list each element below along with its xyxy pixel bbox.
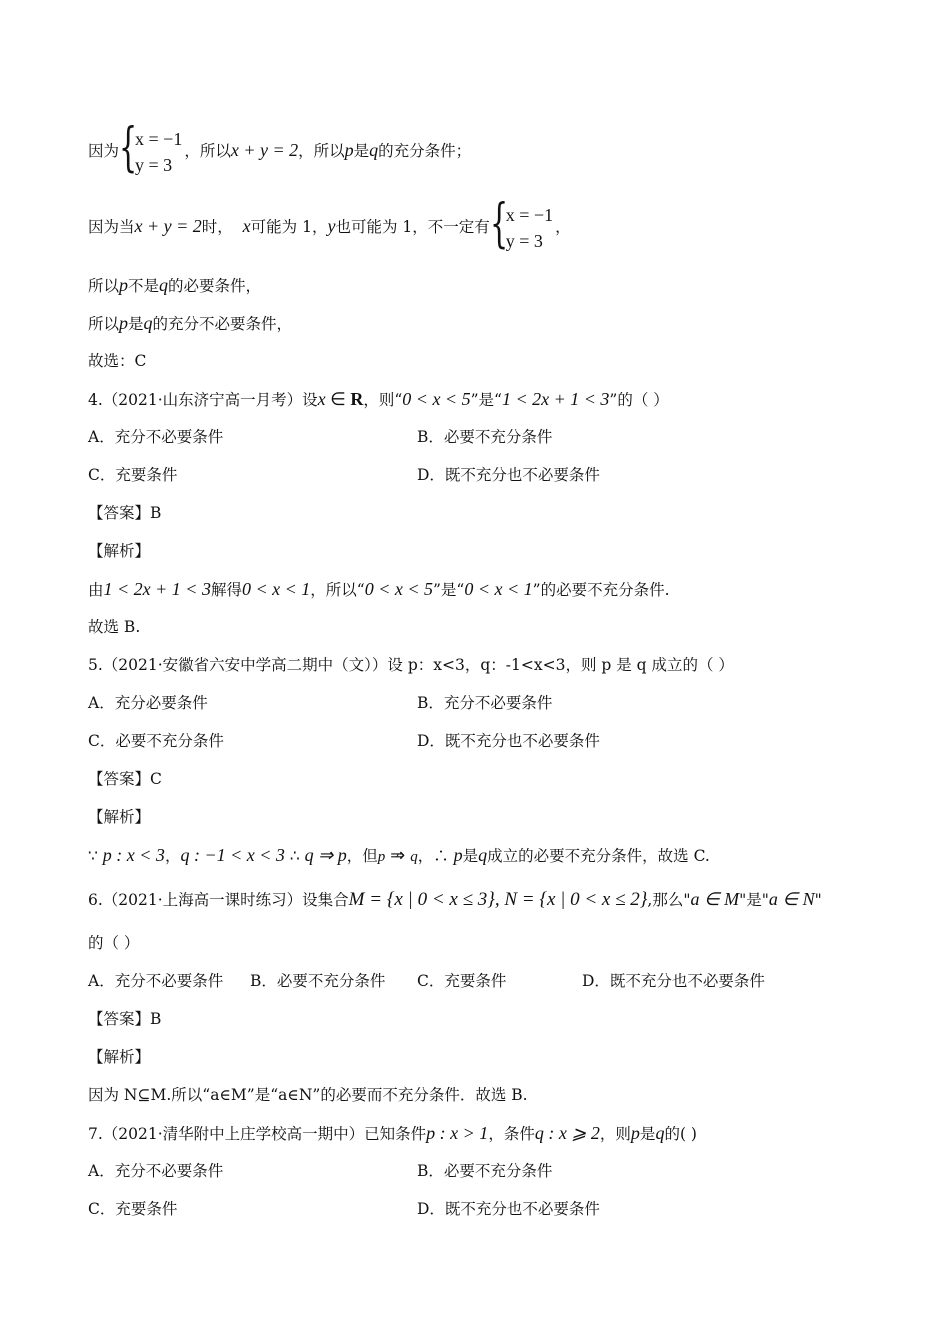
q7-option-a: A．充分不必要条件: [88, 1162, 224, 1180]
math-expression: a ∈ M: [690, 889, 740, 909]
system-row-2: y = 3: [505, 231, 543, 251]
text: ”是“: [470, 391, 502, 409]
q7-option-c: C．充要条件: [88, 1200, 178, 1218]
math-expression: 1 < 2x + 1 < 3: [103, 579, 211, 599]
math-var: p: [453, 845, 463, 865]
solution-line-3: [88, 274, 261, 297]
math-var: p: [119, 313, 129, 333]
system-row-1: x = −1: [135, 129, 183, 149]
solution-line-4: [88, 312, 292, 335]
text: ”的必要不充分条件.: [532, 581, 670, 599]
text: ，所以“: [310, 581, 365, 599]
text: ，: [555, 218, 571, 236]
math-expression: q : x ⩾ 2: [534, 1123, 600, 1143]
text: 由: [88, 581, 104, 599]
math-var: q: [478, 845, 488, 865]
text: 所以: [88, 277, 120, 295]
math-var: p: [344, 140, 354, 160]
q5-option-c: C．必要不充分条件: [88, 732, 224, 750]
q4-solution: [88, 578, 670, 601]
text: 的必要条件，: [168, 277, 262, 295]
text: 7.（2021·清华附中上庄学校高一期中）已知条件: [88, 1125, 427, 1143]
text: 可能为 1，: [250, 218, 328, 236]
q4-final: 故选 B.: [88, 618, 141, 636]
math-var: q: [159, 275, 169, 295]
q6-analysis-label: 【解析】: [88, 1048, 151, 1066]
text: 是: [353, 142, 370, 160]
therefore-symbol: ∴: [284, 847, 305, 865]
math-set-R: R: [350, 389, 364, 409]
math-expression: p : x > 1: [426, 1123, 489, 1143]
question-5-stem: 5.（2021·安徽省六安中学高二期中（文））设 p：x<3，q：-1<x<3，则 p 是 q 成立的（ ）: [88, 656, 734, 674]
q6-answer: 【答案】B: [88, 1010, 162, 1028]
q5-option-a: A．充分必要条件: [88, 694, 208, 712]
q4-option-d: D．既不充分也不必要条件: [417, 466, 600, 484]
q7-option-d: D．既不充分也不必要条件: [417, 1200, 600, 1218]
math-expression: 0 < x < 1: [241, 579, 311, 599]
text: 是: [639, 1125, 656, 1143]
solution-line-5: 故选：C: [88, 352, 147, 370]
math-expression: 0 < x < 5: [364, 579, 433, 599]
text: 不是: [128, 277, 160, 295]
math-var: q: [143, 313, 153, 333]
text: 也可能为 1，不一定有: [335, 218, 490, 236]
math-expression: 0 < x < 5: [402, 389, 471, 409]
q6-solution: 因为 N⊆M.所以“a∈M”是“a∈N”的必要而不充分条件．故选 B.: [88, 1086, 528, 1104]
text: 是: [128, 315, 144, 333]
text: ”的（ ）: [609, 391, 669, 409]
math-var: x: [317, 389, 326, 409]
text: ,那么": [647, 891, 691, 909]
text: ": [814, 891, 822, 909]
math-expression: x + y = 2: [230, 140, 299, 160]
math-expression: 1 < 2x + 1 < 3: [501, 389, 610, 409]
text: 4.（2021·山东济宁高一月考）设: [88, 391, 318, 409]
q4-answer: 【答案】B: [88, 504, 162, 522]
text: 是: [462, 847, 479, 865]
text: 的充分不必要条件，: [152, 315, 293, 333]
text: ”是“: [433, 581, 465, 599]
text: ，所以: [184, 142, 231, 160]
q6-option-a: A．充分不必要条件: [88, 972, 224, 990]
q5-solution: [88, 844, 710, 868]
text: 因为: [88, 142, 120, 160]
math-expression: 0 < x < 1: [464, 579, 533, 599]
math-var: p: [119, 275, 129, 295]
math-expression: q ⇒ p: [304, 845, 347, 865]
math-var: q: [369, 140, 379, 160]
solution-line-1: [88, 118, 472, 178]
text: 因为当: [88, 218, 135, 236]
text: ，所以: [298, 142, 345, 160]
math-var: p: [630, 1123, 640, 1143]
math-var: y: [327, 216, 336, 236]
text: 时，: [201, 218, 233, 236]
system-row-2: y = 3: [135, 155, 173, 175]
math-var: p: [377, 849, 386, 865]
equation-system: { x = −1 y = 3: [489, 194, 554, 254]
math-expression: p : x < 3: [102, 845, 165, 865]
system-row-1: x = −1: [505, 205, 554, 225]
math-expression: x + y = 2: [134, 216, 202, 236]
text: ，条件: [488, 1125, 535, 1143]
q4-option-b: B．必要不充分条件: [417, 428, 553, 446]
text: 解得: [210, 581, 242, 599]
text: 的( ): [664, 1125, 697, 1143]
equation-system: { x = −1 y = 3: [119, 118, 183, 178]
q7-option-b: B．必要不充分条件: [417, 1162, 553, 1180]
q4-option-a: A．充分不必要条件: [88, 428, 224, 446]
math-var: q: [410, 849, 418, 865]
q5-analysis-label: 【解析】: [88, 808, 151, 826]
text: ，则“: [363, 391, 403, 409]
because-symbol: ∵: [88, 847, 103, 865]
text: ，: [164, 847, 181, 865]
q4-analysis-label: 【解析】: [88, 542, 151, 560]
text: 的充分条件；: [378, 142, 472, 160]
math-var: x: [242, 216, 251, 236]
q5-option-b: B．充分不必要条件: [417, 694, 553, 712]
math-expression: a ∈ N: [768, 889, 815, 909]
q6-option-c: C．充要条件: [417, 972, 507, 990]
q5-answer: 【答案】C: [88, 770, 162, 788]
text: ，则: [599, 1125, 631, 1143]
text: 所以: [88, 315, 120, 333]
solution-line-2: [88, 194, 571, 254]
q5-option-d: D．既不充分也不必要条件: [417, 732, 600, 750]
text: ，但: [346, 847, 378, 865]
math-symbol: ∈: [325, 389, 351, 409]
question-6-stem: [88, 888, 822, 911]
question-7-stem: [88, 1122, 697, 1145]
math-expression: M = {x | 0 < x ≤ 3}, N = {x | 0 < x ≤ 2}: [348, 889, 648, 910]
math-expression: q : −1 < x < 3: [180, 845, 285, 865]
q6-option-d: D．既不充分也不必要条件: [582, 972, 765, 990]
question-6-stem-cont: 的（ ）: [88, 934, 140, 952]
q4-option-c: C．充要条件: [88, 466, 178, 484]
text: ，∴: [417, 847, 454, 865]
math-var: q: [655, 1123, 665, 1143]
q6-option-b: B．必要不充分条件: [250, 972, 386, 990]
question-4-stem: [88, 388, 669, 411]
not-implies-symbol: ⇒: [390, 845, 406, 865]
text: "是": [739, 891, 769, 909]
text: 成立的必要不充分条件，故选 C.: [487, 847, 710, 865]
text: 6.（2021·上海高一课时练习）设集合: [88, 891, 349, 909]
